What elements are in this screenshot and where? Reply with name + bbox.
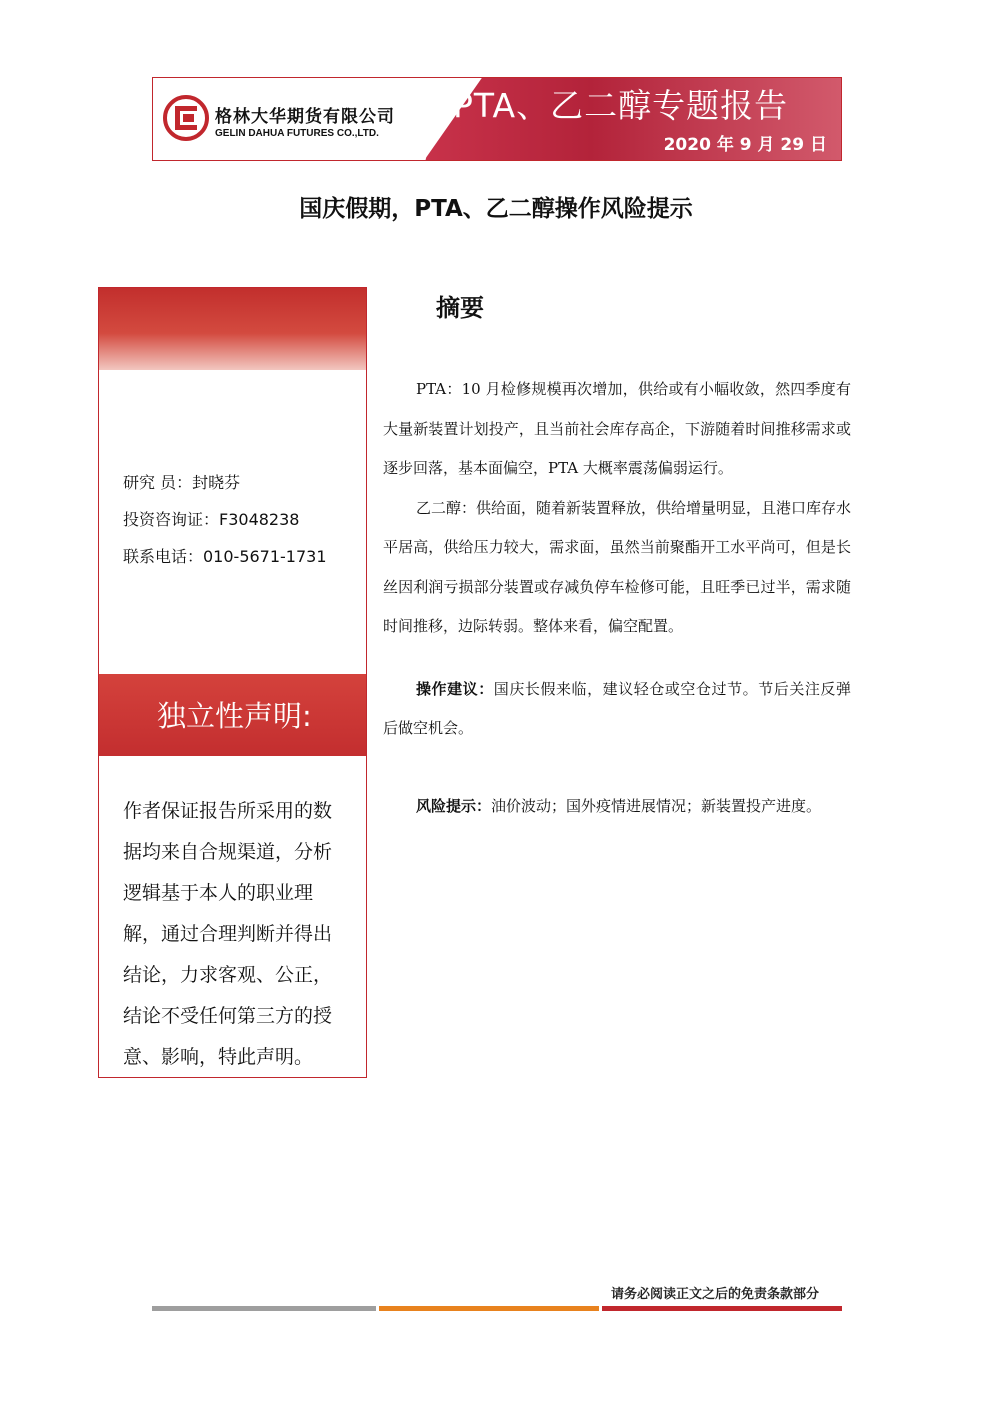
risk-text: 油价波动；国外疫情进展情况；新装置投产进度。	[491, 796, 822, 815]
advice-paragraph	[383, 670, 851, 749]
summary-heading: 摘要	[436, 294, 484, 322]
sidebar-top-band	[99, 288, 366, 370]
researcher-name: 研究 员：封晓芬	[123, 473, 241, 492]
report-header	[152, 77, 842, 161]
disclaimer-title: 独立性声明:	[157, 699, 312, 733]
disclaimer-band	[99, 674, 366, 756]
researcher-license: 投资咨询证：F3048238	[123, 510, 300, 529]
report-type-title: PTA、乙二醇专题报告	[453, 86, 789, 125]
researcher-contact	[123, 464, 327, 575]
risk-label: 风险提示：	[416, 796, 492, 815]
summary-content	[383, 370, 851, 826]
sidebar-box	[98, 287, 367, 1078]
page-title: 国庆假期，PTA、乙二醇操作风险提示	[299, 196, 693, 222]
researcher-phone: 联系电话：010-5671-1731	[123, 547, 327, 566]
footer-rule-gray	[152, 1306, 376, 1311]
disclaimer-text: 作者保证报告所采用的数据均来自合规渠道，分析逻辑基于本人的职业理解，通过合理判断并得出结论，力求客观、公正，结论不受任何第三方的授意、影响，特此声明。	[123, 800, 333, 1068]
company-name-cn: 格林大华期货有限公司	[215, 107, 395, 127]
company-name-en: GELIN DAHUA FUTURES CO.,LTD.	[215, 128, 379, 139]
advice-label: 操作建议：	[416, 679, 494, 698]
report-date: 2020 年 9 月 29 日	[663, 135, 827, 155]
meg-paragraph: 乙二醇：供给面，随着新装置释放，供给增量明显，且港口库存水平居高，供给压力较大，需求面，虽然当前聚酯开工水平尚可，但是长丝因利润亏损部分装置或存减负停车检修可能，且旺季已过半，需求随时间推移，边际转弱。整体来看，偏空配置。	[383, 498, 852, 635]
company-logo-icon	[163, 95, 209, 141]
footer-rule-red	[602, 1306, 842, 1311]
risk-paragraph	[383, 787, 851, 827]
advice-text: 国庆长假来临，建议轻仓或空仓过节。节后关注反弹后做空机会。	[383, 679, 851, 737]
pta-paragraph: PTA：10 月检修规模再次增加，供给或有小幅收敛，然四季度有大量新装置计划投产，且当前社会库存高企，下游随着时间推移需求或逐步回落，基本面偏空，PTA 大概率震荡偏弱运行。	[383, 380, 851, 477]
footer-rule-orange	[379, 1306, 599, 1311]
disclaimer-footer-note: 请务必阅读正文之后的免责条款部分	[611, 1287, 820, 1302]
